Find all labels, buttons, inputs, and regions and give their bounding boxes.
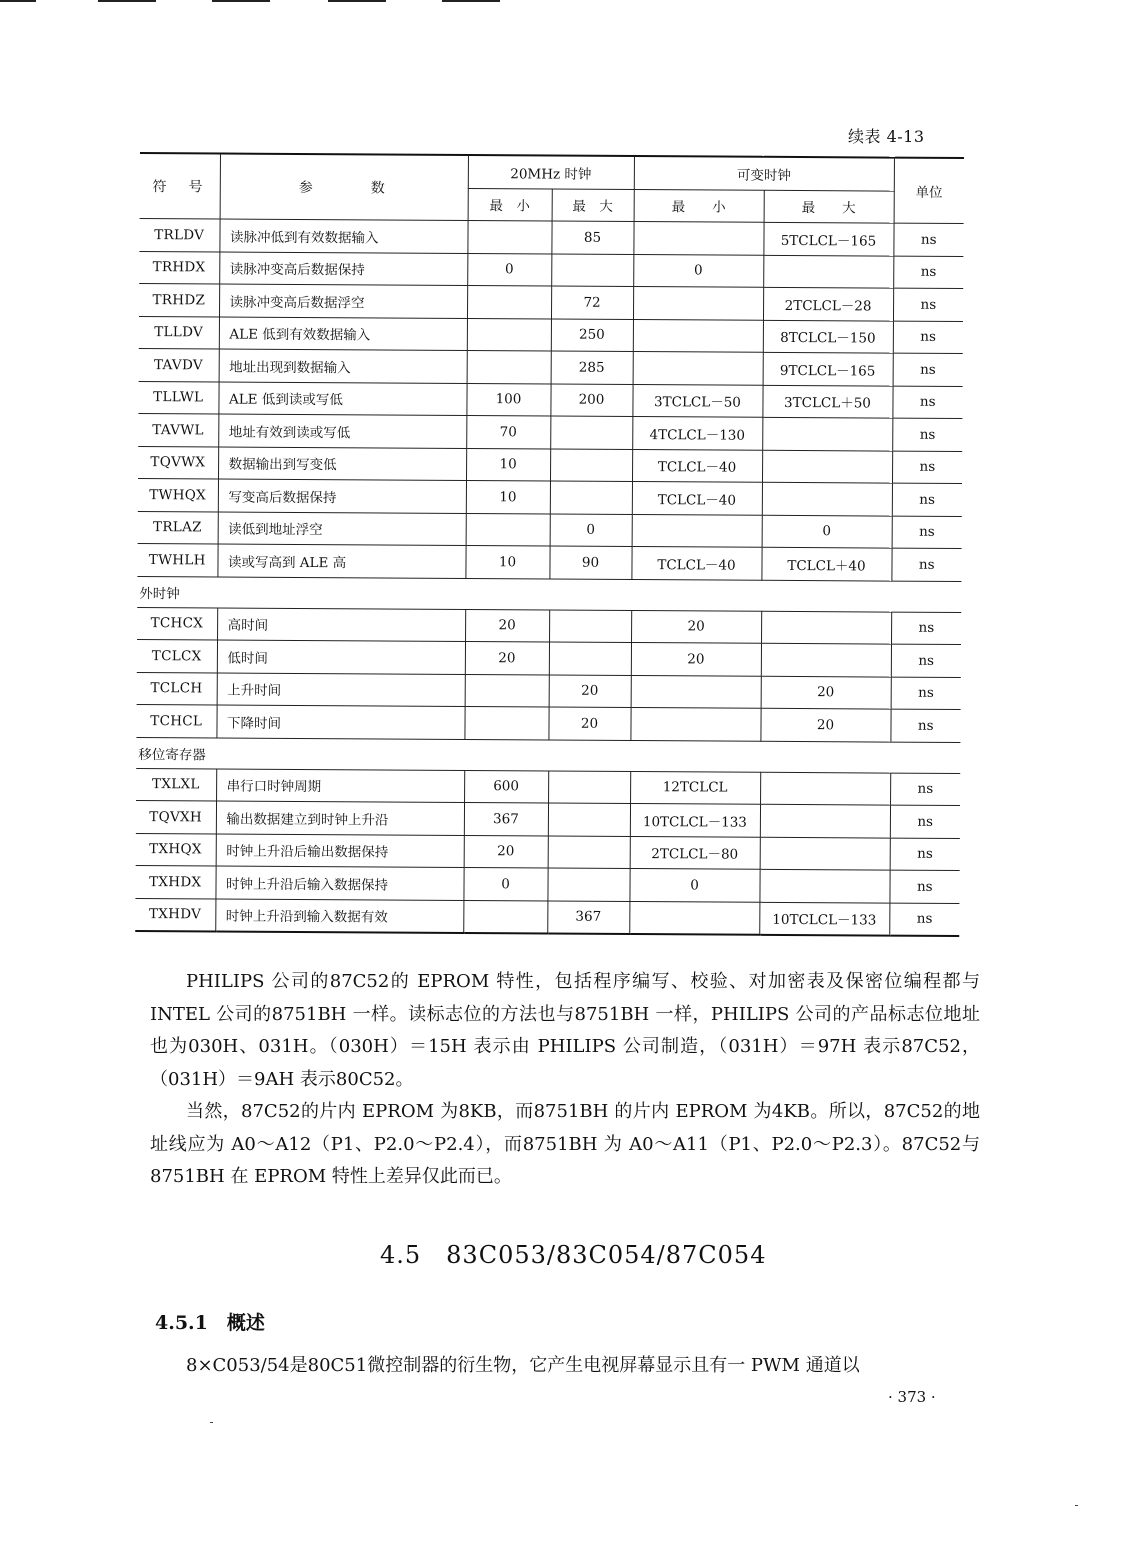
- cell-min-20mhz: [464, 706, 548, 739]
- table-caption: 续表 4-13: [848, 127, 925, 146]
- cell-max-20mhz: 90: [549, 546, 631, 579]
- cell-parameter: 低时间: [217, 640, 465, 674]
- cell-unit: ns: [893, 353, 963, 386]
- cell-max-20mhz: 250: [551, 319, 633, 352]
- cell-max-variable: 8TCLCL－150: [763, 320, 893, 353]
- header-symbol: 符 号: [140, 153, 220, 219]
- cell-max-variable: 5TCLCL－165: [763, 222, 893, 255]
- cell-parameter: 高时间: [217, 607, 465, 641]
- header-variable-min: 最 小: [634, 189, 764, 222]
- cell-symbol: TXHDX: [135, 865, 215, 898]
- table-row: [139, 316, 963, 354]
- cell-max-variable: [760, 837, 890, 870]
- cell-max-variable: [762, 482, 892, 515]
- cell-unit: ns: [892, 386, 962, 419]
- cell-symbol: TCLCH: [137, 672, 217, 705]
- table-row: [136, 704, 960, 742]
- table-row: [136, 768, 960, 806]
- cell-symbol: TXHDV: [135, 898, 215, 931]
- cell-max-variable: 2TCLCL－28: [763, 287, 893, 320]
- cell-min-20mhz: [466, 513, 550, 546]
- cell-min-variable: [633, 222, 763, 255]
- cell-max-variable: [762, 450, 892, 483]
- header-parameter: 参 数: [220, 153, 468, 220]
- cell-max-variable: [761, 611, 891, 644]
- cell-symbol: TRLAZ: [138, 511, 218, 544]
- cell-min-variable: [633, 287, 763, 320]
- cell-min-variable: 12TCLCL: [630, 771, 760, 804]
- cell-unit: ns: [891, 644, 961, 677]
- cell-max-20mhz: 367: [547, 901, 629, 935]
- cell-parameter: 上升时间: [217, 672, 465, 706]
- subsection-title: 4.5.1 概述: [155, 1312, 265, 1334]
- cell-unit: ns: [890, 709, 960, 742]
- cell-min-variable: [631, 675, 761, 708]
- cell-unit: ns: [890, 805, 960, 838]
- table-row: [138, 478, 962, 516]
- cell-unit: ns: [893, 288, 963, 321]
- table-row: [137, 672, 961, 710]
- cell-min-20mhz: 10: [465, 545, 549, 578]
- cell-min-variable: TCLCL－40: [632, 482, 762, 515]
- cell-max-variable: 20: [760, 708, 890, 741]
- cell-symbol: TXLXL: [136, 768, 216, 801]
- cell-min-variable: TCLCL－40: [631, 547, 761, 580]
- cell-max-variable: 0: [762, 515, 892, 548]
- cell-min-20mhz: 10: [466, 448, 550, 481]
- cell-min-variable: [633, 319, 763, 352]
- cell-parameter: 读脉冲变高后数据保持: [219, 251, 467, 285]
- cell-min-20mhz: 70: [466, 415, 550, 448]
- cell-max-variable: 9TCLCL－165: [763, 352, 893, 385]
- cell-parameter: 输出数据建立到时钟上升沿: [216, 801, 464, 835]
- cell-symbol: TQVWX: [138, 446, 218, 479]
- cell-symbol: TXHQX: [136, 833, 216, 866]
- cell-symbol: TRHDZ: [139, 283, 219, 316]
- cell-symbol: TAVWL: [138, 413, 218, 446]
- table-row: [139, 348, 963, 386]
- table-row: [135, 865, 959, 903]
- table-row: [138, 381, 962, 419]
- cell-min-20mhz: [465, 674, 549, 707]
- cell-min-variable: 4TCLCL－130: [632, 417, 762, 450]
- cell-max-variable: 20: [761, 676, 891, 709]
- cell-max-variable: [763, 255, 893, 288]
- cell-min-variable: 20: [631, 610, 761, 643]
- cell-min-variable: [629, 901, 759, 935]
- table-row: [136, 833, 960, 871]
- section-title: 4.5 83C053/83C054/87C054: [380, 1241, 767, 1269]
- cell-min-variable: 10TCLCL－133: [630, 804, 760, 837]
- cell-max-20mhz: [550, 449, 632, 482]
- cell-symbol: TQVXH: [136, 800, 216, 833]
- cell-min-20mhz: [467, 350, 551, 383]
- cell-symbol: TCHCL: [136, 704, 216, 737]
- paragraph-philips-eprom: PHILIPS 公司的87C52的 EPROM 特性，包括程序编写、校验、对加密表及保密位编程都与 INTEL 公司的8751BH 一样。读标志位的方法也与8751BH 一样，PHILIPS 公司的产品标志位地址也为030H、031H。（030H）＝15H 表示由 PHILIPS 公司制造，（031H）＝97H 表示87C52，（031H）＝9AH 表示80C52。: [150, 971, 980, 1090]
- scan-top-marks: [0, 0, 1122, 4]
- page-number: · 373 ·: [888, 1388, 936, 1406]
- cell-min-20mhz: [467, 318, 551, 351]
- cell-symbol: TWHQX: [138, 478, 218, 511]
- timing-table-body: [135, 218, 963, 936]
- table-row: [138, 413, 962, 451]
- cell-unit: ns: [889, 870, 959, 903]
- cell-parameter: 下降时间: [216, 705, 464, 739]
- cell-symbol: TLLWL: [138, 381, 218, 414]
- cell-max-20mhz: [550, 481, 632, 514]
- cell-min-variable: [630, 708, 760, 741]
- cell-parameter: 读或写高到 ALE 高: [217, 544, 465, 578]
- cell-max-variable: 10TCLCL－133: [759, 902, 889, 936]
- table-row: [136, 800, 960, 838]
- table-row: [135, 898, 959, 936]
- cell-parameter: ALE 低到读或写低: [218, 381, 466, 415]
- cell-min-20mhz: 100: [466, 383, 550, 416]
- cell-min-20mhz: 10: [466, 480, 550, 513]
- table-row: [138, 511, 962, 549]
- section-label: 移位寄存器: [136, 737, 960, 773]
- scan-speck: [210, 1422, 213, 1423]
- cell-min-variable: 20: [631, 643, 761, 676]
- cell-parameter: 时钟上升沿后输入数据保持: [215, 866, 463, 900]
- header-variable-max: 最 大: [764, 190, 894, 223]
- cell-max-20mhz: [548, 771, 630, 804]
- timing-table: [135, 152, 964, 937]
- cell-max-variable: [760, 772, 890, 805]
- cell-max-20mhz: 20: [549, 675, 631, 708]
- cell-unit: ns: [893, 321, 963, 354]
- header-20mhz-clock: 20MHz 时钟: [468, 155, 634, 189]
- cell-symbol: TRHDX: [139, 251, 219, 284]
- header-20mhz-min: 最 小: [468, 188, 552, 221]
- cell-unit: ns: [889, 903, 959, 936]
- cell-symbol: TAVDV: [139, 348, 219, 381]
- cell-unit: ns: [890, 838, 960, 871]
- table-row: [139, 251, 963, 289]
- cell-symbol: TLLDV: [139, 316, 219, 349]
- paragraph-87c52-address: 当然，87C52的片内 EPROM 为8KB，而8751BH 的片内 EPROM 为4KB。所以，87C52的地址线应为 A0～A12（P1、P2.0～P2.4），而8751BH 为 A0～A11（P1、P2.0～P2.3）。87C52与8751BH 在 EPROM 特性上差异仅此而已。: [150, 1101, 980, 1187]
- cell-max-20mhz: 72: [551, 286, 633, 319]
- section-label: 外时钟: [137, 576, 961, 612]
- cell-unit: ns: [891, 548, 961, 581]
- cell-parameter: ALE 低到有效数据输入: [219, 316, 467, 350]
- cell-min-variable: 0: [629, 869, 759, 902]
- cell-max-20mhz: 285: [551, 351, 633, 384]
- cell-parameter: 读脉冲低到有效数据输入: [219, 219, 467, 253]
- table-row: [139, 283, 963, 321]
- cell-min-20mhz: 20: [464, 835, 548, 868]
- cell-max-variable: [759, 869, 889, 902]
- cell-unit: ns: [892, 418, 962, 451]
- table-row: [138, 446, 962, 484]
- cell-symbol: TWHLH: [137, 543, 217, 576]
- cell-min-20mhz: [467, 221, 551, 254]
- cell-parameter: 地址出现到数据输入: [219, 349, 467, 383]
- cell-symbol: TCHCX: [137, 607, 217, 640]
- cell-unit: ns: [892, 483, 962, 516]
- table-row: [139, 218, 963, 256]
- table-row: [137, 543, 961, 581]
- paragraph-overview: 8×C053/54是80C51微控制器的衍生物，它产生电视屏幕显示且有一 PWM 通道以: [186, 1355, 860, 1376]
- cell-max-variable: [761, 643, 891, 676]
- cell-parameter: 读脉冲变高后数据浮空: [219, 284, 467, 318]
- cell-parameter: 时钟上升沿到输入数据有效: [215, 898, 463, 933]
- cell-min-20mhz: [467, 286, 551, 319]
- cell-unit: ns: [891, 612, 961, 645]
- table-row: [137, 639, 961, 677]
- cell-parameter: 写变高后数据保持: [218, 479, 466, 513]
- cell-max-20mhz: [549, 642, 631, 675]
- cell-min-variable: 3TCLCL－50: [632, 384, 762, 417]
- cell-unit: ns: [890, 773, 960, 806]
- cell-min-20mhz: 367: [464, 802, 548, 835]
- cell-unit: ns: [892, 516, 962, 549]
- cell-min-variable: 2TCLCL－80: [630, 836, 760, 869]
- cell-parameter: 数据输出到写变低: [218, 446, 466, 480]
- cell-parameter: 地址有效到读或写低: [218, 414, 466, 448]
- cell-symbol: TRLDV: [139, 218, 219, 251]
- cell-min-20mhz: 0: [463, 867, 547, 900]
- cell-min-20mhz: [463, 900, 547, 934]
- cell-max-20mhz: [550, 416, 632, 449]
- cell-max-20mhz: [548, 803, 630, 836]
- cell-min-variable: [632, 514, 762, 547]
- header-variable-clock: 可变时钟: [634, 156, 894, 191]
- cell-max-20mhz: 20: [548, 707, 630, 740]
- cell-min-20mhz: 20: [465, 609, 549, 642]
- cell-max-20mhz: 0: [550, 514, 632, 547]
- cell-min-variable: 0: [633, 254, 763, 287]
- cell-unit: ns: [892, 451, 962, 484]
- cell-parameter: 时钟上升沿后输出数据保持: [216, 833, 464, 867]
- cell-max-20mhz: 200: [550, 384, 632, 417]
- header-20mhz-max: 最 大: [552, 189, 634, 222]
- body-paragraphs: [150, 966, 980, 1194]
- cell-parameter: 串行口时钟周期: [216, 768, 464, 802]
- cell-max-20mhz: [547, 868, 629, 901]
- cell-min-20mhz: 20: [465, 641, 549, 674]
- cell-max-variable: [762, 417, 892, 450]
- cell-unit: ns: [893, 223, 963, 256]
- table-row: [137, 607, 961, 645]
- cell-symbol: TCLCX: [137, 639, 217, 672]
- cell-max-20mhz: [548, 836, 630, 869]
- cell-max-20mhz: 85: [551, 221, 633, 254]
- cell-min-20mhz: 0: [467, 253, 551, 286]
- cell-max-variable: [760, 804, 890, 837]
- cell-max-variable: 3TCLCL＋50: [762, 385, 892, 418]
- cell-unit: ns: [891, 677, 961, 710]
- cell-max-20mhz: [549, 610, 631, 643]
- table-section-row: [137, 576, 961, 612]
- header-unit: 单位: [894, 158, 964, 224]
- table-section-row: [136, 737, 960, 773]
- cell-parameter: 读低到地址浮空: [218, 511, 466, 545]
- cell-min-20mhz: 600: [464, 770, 548, 803]
- scan-speck: [1075, 1505, 1078, 1506]
- cell-max-variable: TCLCL＋40: [761, 547, 891, 580]
- cell-min-variable: [633, 352, 763, 385]
- cell-min-variable: TCLCL－40: [632, 449, 762, 482]
- cell-max-20mhz: [551, 254, 633, 287]
- cell-unit: ns: [893, 256, 963, 289]
